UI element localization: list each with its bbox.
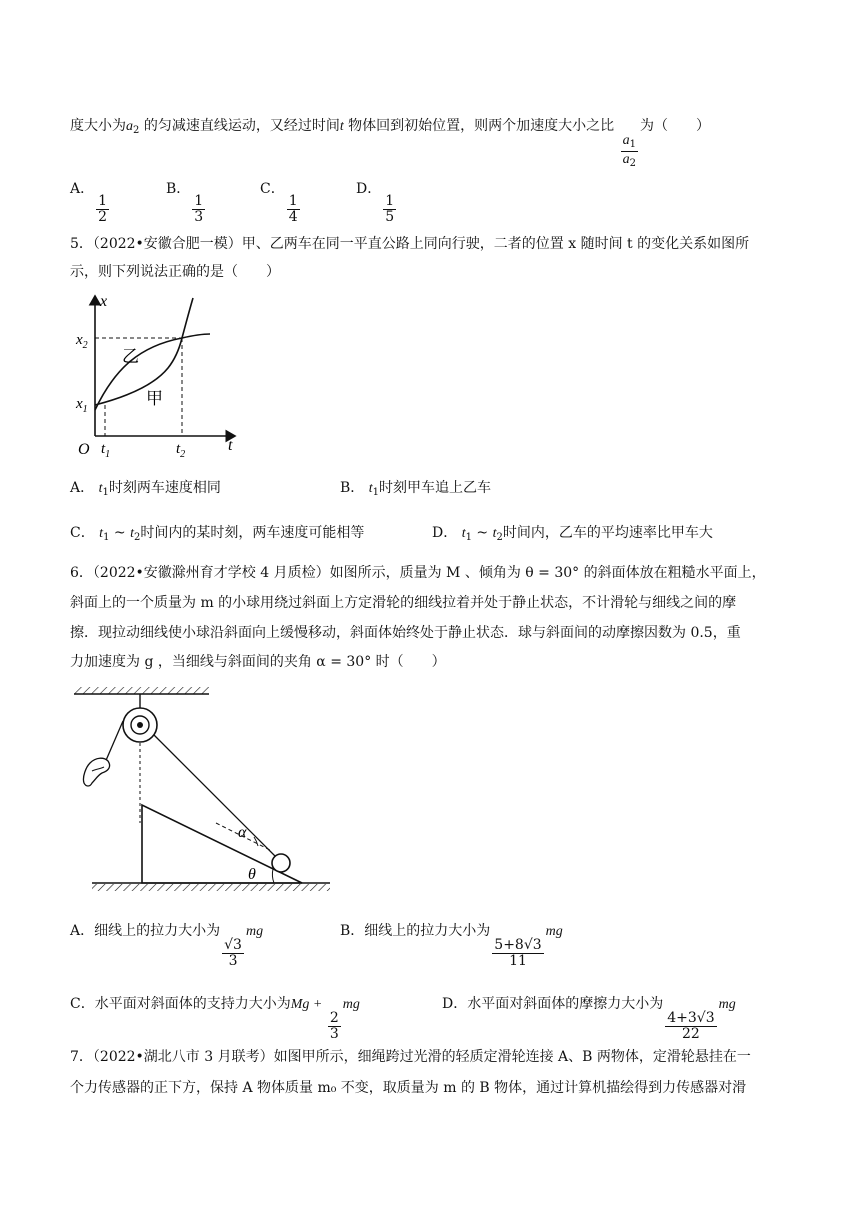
q6-option-c-den: 3 — [329, 1025, 339, 1042]
q5-option-c-tilde: ~ — [109, 525, 131, 541]
q4-ratio-den-sub: 2 — [629, 157, 636, 169]
q5-option-a[interactable] — [70, 477, 221, 498]
q4-option-b-label: B． — [166, 181, 191, 197]
q5-t2-label: $t_2$ — [176, 441, 186, 458]
q5-option-d-text: 时间内，乙车的平均速率比甲车大 — [502, 525, 713, 541]
q6-option-c-tail: mg — [342, 997, 360, 1012]
q6-alpha-label: α — [238, 824, 247, 841]
q4-option-c[interactable] — [260, 178, 356, 224]
q4-ratio-fraction — [621, 133, 638, 169]
q6-theta-arc — [272, 869, 274, 883]
q6-ceiling — [74, 687, 209, 694]
q4-text-c: 物体回到初始位置，则两个加速度大小之比 — [348, 118, 615, 134]
q4-ratio-num-sub: 1 — [629, 139, 636, 150]
q4-text-a: 度大小为 — [70, 118, 126, 134]
q4-option-d-fraction — [383, 194, 396, 224]
q4-option-c-den: 4 — [288, 208, 298, 225]
q6-rope-hand — [104, 721, 123, 765]
q4-options — [70, 178, 398, 224]
q4-text-b: 的匀减速直线运动，又经过时间 — [143, 118, 340, 134]
q6-option-b[interactable] — [340, 920, 563, 968]
q5-option-c-t2-sub: 2 — [133, 532, 141, 543]
q4-option-a-den: 2 — [98, 208, 108, 225]
q4-option-c-fraction — [287, 194, 300, 224]
q6-option-a-fraction — [222, 938, 244, 968]
q6-option-d-label: D．水平面对斜面体的摩擦力大小为 — [442, 996, 664, 1012]
q6-option-a[interactable] — [70, 920, 263, 968]
q5-option-c-text: 时间内的某时刻，两车速度可能相等 — [140, 525, 365, 541]
q5-option-b-sub: 1 — [372, 487, 380, 498]
q5-option-d-t1-sub: 1 — [465, 532, 472, 543]
q4-option-d-den: 5 — [385, 208, 395, 225]
q4-option-c-num: 1 — [288, 193, 298, 209]
q6-option-b-num: 5+8√3 — [494, 937, 542, 953]
q6-option-a-num: √3 — [224, 937, 242, 953]
q6-hand-icon — [83, 758, 109, 786]
q6-option-c-label: C．水平面对斜面体的支持力大小为 — [70, 996, 291, 1012]
q6-option-a-den: 3 — [228, 952, 238, 969]
q6-option-c-fraction — [328, 1011, 341, 1041]
q6-option-c-mg: Mg + — [290, 997, 326, 1012]
q4-a2-sub: 2 — [133, 125, 140, 136]
q5-option-d-t2: t — [492, 526, 497, 541]
q6-stem-line1: 6．（2022•安徽滁州育才学校 4 月质检）如图所示，质量为 M 、倾角为 θ = 30° 的斜面体放在粗糙水平面上， — [70, 565, 766, 581]
q5-option-d-t2-sub: 2 — [496, 532, 503, 543]
q5-option-c-t2: t — [130, 526, 134, 541]
q6-option-b-fraction — [492, 938, 543, 968]
q6-option-d-fraction — [665, 1011, 716, 1041]
q6-option-b-den: 11 — [509, 952, 527, 969]
q4-option-a-label: A． — [70, 181, 95, 197]
q4-text-d: 为（ ） — [640, 118, 710, 134]
q6-stem-line2: 斜面上的一个质量为 m 的小球用绕过斜面上方定滑轮的细线拉着并处于静止状态，不计滑轮与细线之间的摩 — [70, 595, 737, 611]
q5-option-b-text: 时刻甲车追上乙车 — [379, 480, 492, 496]
q5-option-d-tilde: ~ — [471, 525, 493, 541]
q6-option-d-den: 22 — [682, 1025, 700, 1042]
q6-option-b-label: B．细线上的拉力大小为 — [340, 923, 491, 939]
q6-stem-line3: 擦．现拉动细线使小球沿斜面向上缓慢移动，斜面体始终处于静止状态．球与斜面间的动摩擦因数为 0.5，重 — [70, 625, 741, 641]
q5-option-c[interactable] — [70, 522, 364, 543]
q6-option-a-mg: mg — [245, 924, 264, 939]
q4-option-d-num: 1 — [385, 193, 395, 209]
q5-option-a-text: 时刻两车速度相同 — [108, 480, 221, 496]
q4-ratio-den: a — [622, 151, 630, 167]
q5-curve-jia-label: 甲 — [146, 389, 163, 408]
q5-option-d-label: D． — [432, 525, 458, 541]
q5-option-a-label: A． — [70, 480, 95, 496]
q5-option-a-sub: 1 — [102, 487, 109, 498]
q6-option-a-label: A．细线上的拉力大小为 — [70, 923, 221, 939]
q4-t-symbol: t — [339, 119, 344, 134]
q5-curve-yi-label: 乙 — [122, 347, 139, 366]
q5-x1-label: $x_1$ — [76, 396, 88, 415]
q6-stem-line4: 力加速度为 g ，当细线与斜面间的夹角 α = 30° 时（ ） — [70, 654, 446, 670]
q5-origin-label: O — [78, 441, 90, 458]
q6-incline-pulley-figure — [68, 683, 338, 898]
q4-a2-symbol: a — [126, 119, 133, 134]
q5-xt-graph — [70, 288, 240, 458]
q4-option-d[interactable] — [356, 178, 398, 224]
q6-option-c-num: 2 — [329, 1010, 339, 1026]
q5-x-axis-label: t — [228, 437, 233, 454]
q4-ratio-num: a — [622, 133, 630, 148]
q5-y-axis-label: x — [100, 293, 108, 310]
q4-option-b[interactable] — [166, 178, 260, 224]
q4-option-b-num: 1 — [194, 193, 204, 209]
q5-option-b-label: B． — [340, 480, 365, 496]
q4-stem-line — [70, 115, 710, 169]
q5-option-c-label: C． — [70, 525, 95, 541]
q5-stem-line2: 示，则下列说法正确的是（ ） — [70, 264, 280, 280]
q6-option-b-mg: mg — [545, 924, 563, 939]
q5-option-d[interactable] — [432, 522, 713, 543]
q6-option-d-mg: mg — [718, 997, 736, 1012]
q5-option-b-sym: t — [368, 481, 373, 496]
q4-option-b-fraction — [192, 194, 205, 224]
q5-option-d-t1: t — [461, 526, 466, 541]
q6-theta-label: θ — [248, 866, 256, 883]
q4-option-b-den: 3 — [194, 208, 204, 225]
q6-ball — [272, 854, 290, 872]
q4-option-d-label: D． — [356, 181, 382, 197]
q6-option-c[interactable] — [70, 993, 360, 1041]
q5-option-a-sym: t — [98, 481, 103, 496]
q7-stem-line2: 个力传感器的正下方，保持 A 物体质量 m₀ 不变，取质量为 m 的 B 物体，通过计算机描绘得到力传感器对滑 — [70, 1080, 747, 1096]
q5-t1-label: $t_1$ — [101, 441, 111, 458]
q4-option-a-num: 1 — [98, 193, 108, 209]
q5-stem-line1: 5．（2022•安徽合肥一模）甲、乙两车在同一平直公路上同向行驶，二者的位置 x 随时间 t 的变化关系如图所 — [70, 236, 750, 252]
q5-option-b[interactable] — [340, 477, 491, 498]
q6-option-d-num: 4+3√3 — [667, 1010, 715, 1026]
q7-stem-line1: 7．（2022•湖北八市 3 月联考）如图甲所示，细绳跨过光滑的轻质定滑轮连接 A、B 两物体，定滑轮悬挂在一 — [70, 1049, 751, 1065]
q5-option-c-t1-sub: 1 — [103, 532, 110, 543]
q5-x2-label: $x_2$ — [76, 332, 88, 351]
q4-option-a-fraction — [96, 194, 109, 224]
q6-option-d[interactable] — [442, 993, 736, 1041]
q4-option-c-label: C． — [260, 181, 285, 197]
q4-option-a[interactable] — [70, 178, 166, 224]
q5-option-c-t1: t — [99, 526, 104, 541]
